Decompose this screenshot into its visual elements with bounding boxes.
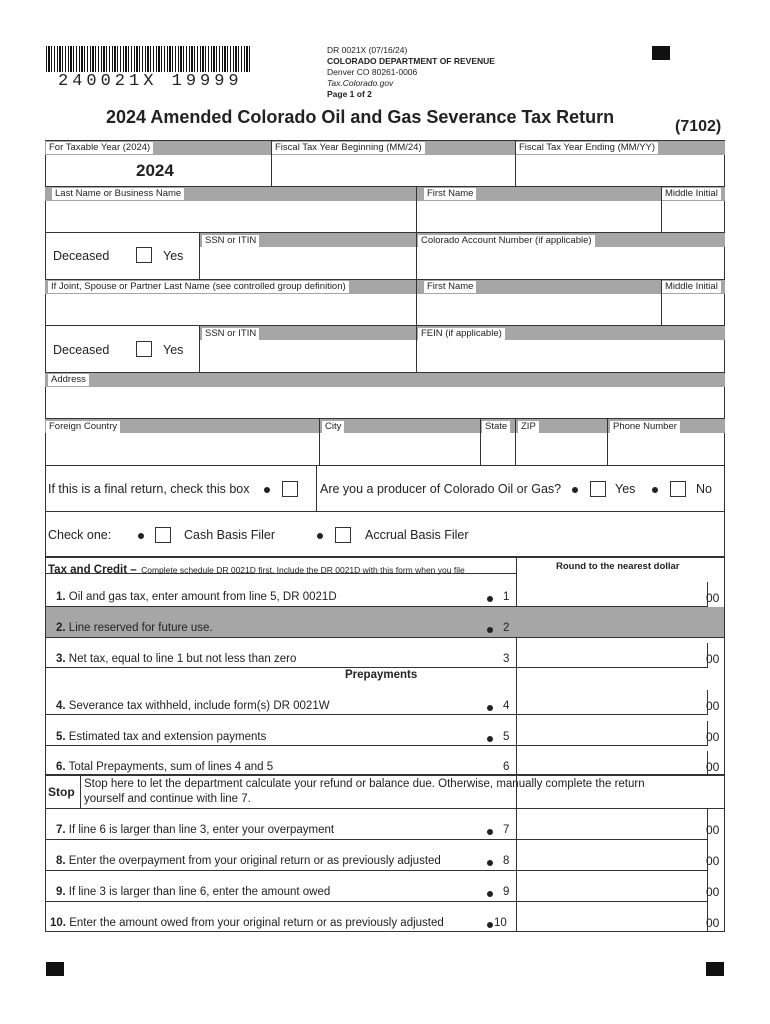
fein-label: FEIN (if applicable) (418, 328, 505, 340)
last-name-field[interactable] (46, 202, 415, 232)
line-2-bullet (487, 627, 493, 633)
zip-field[interactable] (516, 434, 606, 464)
spouse-ssn-label: SSN or ITIN (202, 328, 259, 340)
line-10-bullet (487, 922, 493, 928)
producer-yes-bullet (572, 487, 578, 493)
zip-label: ZIP (518, 421, 539, 433)
agency-address: Denver CO 80261-0006 (327, 67, 418, 77)
fy-end-label: Fiscal Tax Year Ending (MM/YY) (516, 142, 658, 154)
city-field[interactable] (320, 434, 479, 464)
spouse-deceased-label: Deceased (53, 343, 110, 357)
co-account-field[interactable] (417, 248, 723, 278)
line-3: 3. Net tax, equal to line 1 but not less than zero (56, 653, 297, 665)
barcode (46, 46, 252, 72)
check-one-label: Check one: (48, 528, 112, 542)
country-label: Foreign Country (46, 421, 120, 433)
line-5: 5. Estimated tax and extension payments (56, 731, 267, 743)
line-7: 7. If line 6 is larger than line 3, enter your overpayment (56, 824, 335, 836)
page-number: Page 1 of 2 (327, 89, 372, 99)
cash-basis-label: Cash Basis Filer (184, 528, 275, 542)
deceased-yes-label: Yes (163, 249, 184, 263)
producer-no-checkbox[interactable] (670, 481, 686, 497)
line-6-cents: 00 (706, 760, 720, 774)
corner-mark-top-right (652, 46, 670, 60)
producer-label: Are you a producer of Colorado Oil or Gas? (320, 482, 562, 496)
address-field[interactable] (46, 388, 723, 418)
address-label: Address (48, 374, 89, 386)
line-8-cents: 00 (706, 854, 720, 868)
line-10: 10. Enter the amount owed from your original return or as previously adjusted (50, 917, 444, 929)
spouse-last-name-field[interactable] (46, 295, 415, 325)
ssn-label: SSN or ITIN (202, 235, 259, 247)
spouse-first-name-label: First Name (424, 281, 476, 293)
line-6-box-number: 6 (503, 761, 510, 773)
producer-yes-label: Yes (615, 482, 636, 496)
form-code: DR 0021X (07/16/24) (327, 45, 408, 55)
amount-box-5[interactable] (517, 721, 708, 746)
line-8-bullet (487, 860, 493, 866)
line-7-cents: 00 (706, 823, 720, 837)
ssn-field[interactable] (200, 248, 415, 278)
state-label: State (482, 421, 510, 433)
spouse-ssn-field[interactable] (200, 341, 415, 371)
amount-box-10[interactable] (517, 902, 708, 931)
barcode-number: 240021X 19999 (58, 72, 243, 91)
line-2-box-number: 2 (503, 622, 510, 634)
amount-box-4[interactable] (517, 690, 708, 715)
last-name-label: Last Name or Business Name (52, 188, 184, 200)
line-4: 4. Severance tax withheld, include form(s) DR 0021W (56, 700, 330, 712)
line-9: 9. If line 3 is larger than line 6, enter the amount owed (56, 886, 331, 898)
producer-no-label: No (696, 482, 712, 496)
final-return-bullet (264, 487, 270, 493)
taxable-year-value[interactable]: 2024 (136, 161, 174, 180)
tax-section-heading: Tax and Credit – Complete schedule DR 0021D first. Include the DR 0021D with this form when you file (48, 564, 465, 576)
producer-yes-checkbox[interactable] (590, 481, 606, 497)
state-field[interactable] (481, 434, 514, 464)
line-4-cents: 00 (706, 699, 720, 713)
line-4-bullet (487, 705, 493, 711)
deceased-checkbox[interactable] (136, 247, 152, 263)
amount-box-7[interactable] (517, 809, 708, 840)
line-7-box-number: 7 (503, 824, 510, 836)
round-label: Round to the nearest dollar (556, 561, 680, 572)
fy-end-field[interactable] (516, 156, 723, 186)
city-label: City (322, 421, 344, 433)
co-account-label: Colorado Account Number (if applicable) (418, 235, 595, 247)
cash-basis-checkbox[interactable] (155, 527, 171, 543)
accrual-basis-checkbox[interactable] (335, 527, 351, 543)
line-5-box-number: 5 (503, 731, 510, 743)
phone-label: Phone Number (610, 421, 680, 433)
line-5-cents: 00 (706, 730, 720, 744)
form-title: 2024 Amended Colorado Oil and Gas Severance Tax Return (106, 107, 615, 127)
spouse-deceased-checkbox[interactable] (136, 341, 152, 357)
line-9-box-number: 9 (503, 886, 510, 898)
country-field[interactable] (46, 434, 318, 464)
middle-initial-label: Middle Initial (662, 188, 721, 200)
middle-initial-field[interactable] (662, 202, 723, 232)
line-9-cents: 00 (706, 885, 720, 899)
accrual-basis-label: Accrual Basis Filer (365, 528, 469, 542)
line-7-bullet (487, 829, 493, 835)
line-4-box-number: 4 (503, 700, 510, 712)
prepayments-heading: Prepayments (345, 669, 418, 681)
line-10-cents: 00 (706, 916, 720, 930)
amount-box-8[interactable] (517, 840, 708, 871)
agency-website: Tax.Colorado.gov (327, 78, 394, 88)
amount-box-9[interactable] (517, 871, 708, 902)
line-1-bullet (487, 596, 493, 602)
stop-text-1: Stop here to let the department calculate your refund or balance due. Otherwise, manually complete the return (84, 778, 645, 790)
fy-begin-field[interactable] (272, 156, 514, 186)
first-name-field[interactable] (417, 202, 660, 232)
spouse-first-name-field[interactable] (417, 295, 660, 325)
line-9-bullet (487, 891, 493, 897)
taxable-year-label: For Taxable Year (2024) (46, 142, 153, 154)
spouse-middle-initial-field[interactable] (662, 295, 723, 325)
line-1-cents: 00 (706, 591, 720, 605)
line-1-box-number: 1 (503, 591, 510, 603)
line-5-bullet (487, 736, 493, 742)
amount-box-1[interactable] (517, 582, 708, 607)
first-name-label: First Name (424, 188, 476, 200)
line-3-box-number: 3 (503, 653, 510, 665)
line-2: 2. Line reserved for future use. (56, 622, 213, 634)
line-6: 6. Total Prepayments, sum of lines 4 and 5 (56, 761, 274, 773)
deceased-label: Deceased (53, 249, 110, 263)
stop-label: Stop (48, 785, 75, 799)
corner-mark-bottom-left (46, 962, 64, 976)
stop-text-2: yourself and continue with line 7. (84, 793, 251, 805)
form-number: (7102) (675, 118, 722, 135)
amount-box-3[interactable] (517, 643, 708, 668)
line-3-cents: 00 (706, 652, 720, 666)
spouse-deceased-yes-label: Yes (163, 343, 184, 357)
phone-field[interactable] (608, 434, 723, 464)
line-1: 1. Oil and gas tax, enter amount from line 5, DR 0021D (56, 591, 337, 603)
spouse-middle-initial-label: Middle Initial (662, 281, 721, 293)
producer-no-bullet (652, 487, 658, 493)
final-return-label: If this is a final return, check this box (48, 482, 250, 496)
fein-field[interactable] (417, 341, 723, 371)
line-10-box-number: 10 (494, 917, 507, 929)
accrual-bullet (317, 533, 323, 539)
fy-begin-label: Fiscal Tax Year Beginning (MM/24) (272, 142, 425, 154)
corner-mark-bottom-right (706, 962, 724, 976)
line-8: 8. Enter the overpayment from your original return or as previously adjusted (56, 855, 441, 867)
final-return-checkbox[interactable] (282, 481, 298, 497)
amount-box-6[interactable] (517, 751, 708, 774)
agency-name: COLORADO DEPARTMENT OF REVENUE (327, 56, 495, 66)
line-8-box-number: 8 (503, 855, 510, 867)
cash-bullet (138, 533, 144, 539)
spouse-label: If Joint, Spouse or Partner Last Name (see controlled group definition) (48, 281, 349, 293)
